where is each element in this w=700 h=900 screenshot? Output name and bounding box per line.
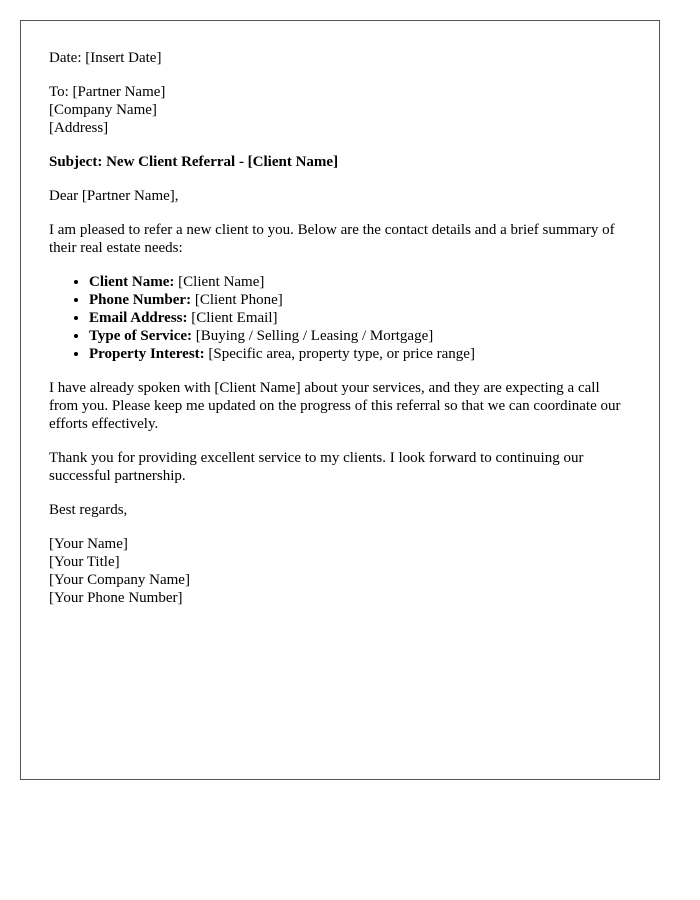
detail-label: Property Interest:	[89, 346, 205, 362]
thanks-paragraph: Thank you for providing excellent service to my clients. I look forward to continuing our successful partnership.	[49, 450, 584, 484]
detail-value: [Client Phone]	[191, 292, 283, 308]
detail-value: [Client Name]	[174, 274, 265, 290]
signature-title: [Your Title]	[49, 554, 120, 570]
signature-company: [Your Company Name]	[49, 572, 190, 588]
date-line: Date: [Insert Date]	[49, 50, 162, 66]
recipient-to-line: To: [Partner Name]	[49, 84, 166, 100]
detail-client-name	[89, 273, 631, 291]
detail-email-address	[89, 309, 631, 327]
signature-block	[49, 535, 631, 607]
signature-name: [Your Name]	[49, 536, 128, 552]
client-details-list	[49, 273, 631, 363]
recipient-address-line: [Address]	[49, 120, 109, 136]
intro-paragraph: I am pleased to refer a new client to you. Below are the contact details and a brief summary of their real estate needs:	[49, 222, 615, 256]
closing-line: Best regards,	[49, 502, 128, 518]
detail-type-of-service	[89, 327, 631, 345]
detail-label: Client Name:	[89, 274, 175, 290]
detail-value: [Client Email]	[187, 310, 278, 326]
recipient-block	[49, 83, 631, 137]
signature-phone: [Your Phone Number]	[49, 590, 183, 606]
followup-paragraph: I have already spoken with [Client Name] about your services, and they are expecting a call from you. Please keep me updated on the progress of this referral so that we can coordinate our efforts effectively.	[49, 380, 621, 432]
detail-phone-number	[89, 291, 631, 309]
detail-label: Phone Number:	[89, 292, 192, 308]
salutation: Dear [Partner Name],	[49, 188, 179, 204]
detail-label: Email Address:	[89, 310, 188, 326]
detail-value: [Specific area, property type, or price range]	[204, 346, 475, 362]
referral-letter	[20, 20, 660, 780]
subject-line: Subject: New Client Referral - [Client Name]	[49, 154, 339, 170]
recipient-company-line: [Company Name]	[49, 102, 157, 118]
detail-value: [Buying / Selling / Leasing / Mortgage]	[192, 328, 434, 344]
detail-property-interest	[89, 345, 631, 363]
detail-label: Type of Service:	[89, 328, 193, 344]
